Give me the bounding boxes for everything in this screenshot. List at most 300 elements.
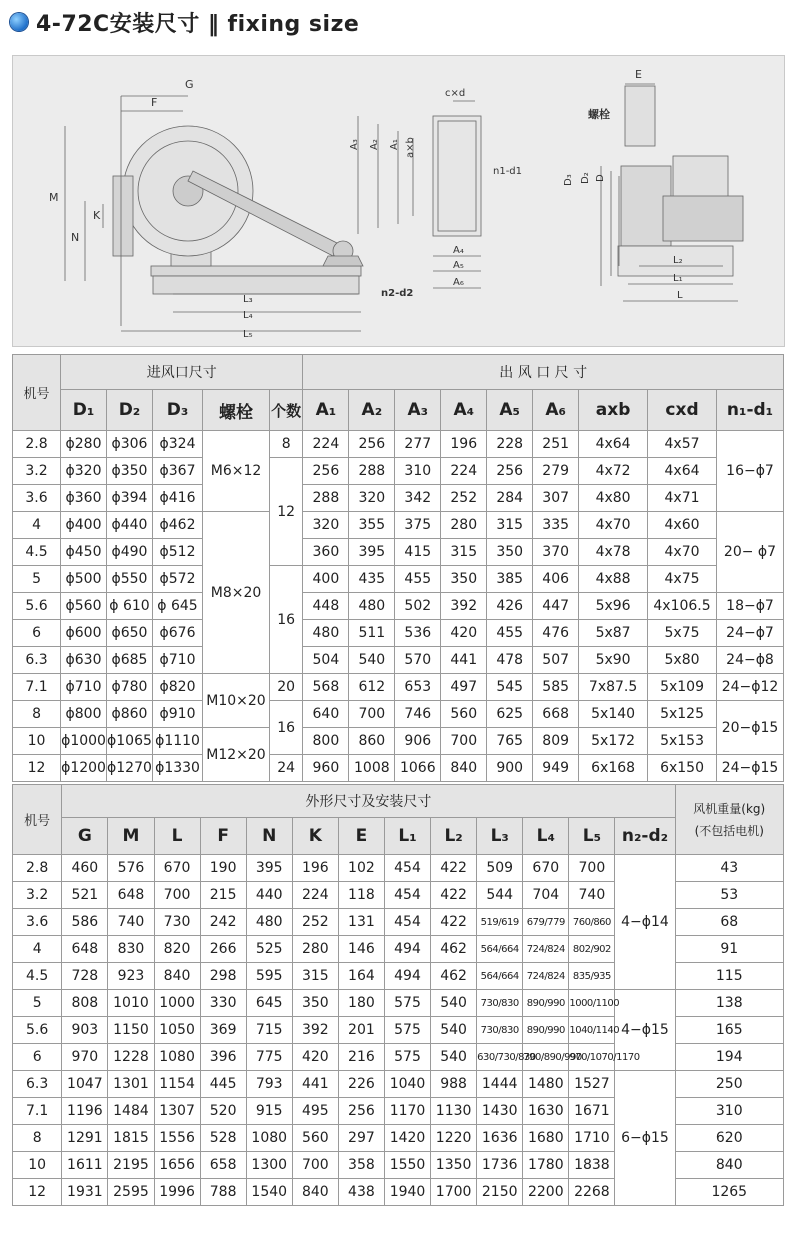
label-L4: L₄ xyxy=(243,310,253,321)
outlet-cell: 4x106.5 xyxy=(648,593,717,620)
outlet-cell: 800 xyxy=(303,728,349,755)
outlet-cell: 504 xyxy=(303,647,349,674)
count-cell: 12 xyxy=(269,458,302,566)
outlet-cell: 497 xyxy=(441,674,487,701)
d2-cell: ϕ306 xyxy=(107,431,153,458)
table-row xyxy=(13,701,784,728)
dim-cell: 420 xyxy=(292,1044,338,1071)
d3-cell: ϕ676 xyxy=(152,620,202,647)
outlet-cell: 400 xyxy=(303,566,349,593)
dim-cell: 1444 xyxy=(477,1071,523,1098)
dim-cell: 2195 xyxy=(108,1152,154,1179)
col-bolt: 螺栓 xyxy=(203,390,270,431)
label-G: G xyxy=(185,78,194,91)
dim-cell: 1527 xyxy=(569,1071,615,1098)
d2-cell: ϕ550 xyxy=(107,566,153,593)
d3-cell: ϕ416 xyxy=(152,485,202,512)
dim-cell: 903 xyxy=(62,1017,108,1044)
dim-cell: 422 xyxy=(431,909,477,936)
dim-cell: 595 xyxy=(246,963,292,990)
model-cell: 8 xyxy=(13,1125,62,1152)
model-cell: 3.6 xyxy=(13,909,62,936)
label-A6: A₆ xyxy=(453,277,464,288)
outlet-cell: 809 xyxy=(533,728,579,755)
dim-cell: 1080 xyxy=(246,1125,292,1152)
outlet-cell: 1008 xyxy=(349,755,395,782)
dim-cell: 1815 xyxy=(108,1125,154,1152)
dim-cell: 445 xyxy=(200,1071,246,1098)
table-row xyxy=(13,1071,784,1098)
d3-cell: ϕ910 xyxy=(152,701,202,728)
dim-cell: 422 xyxy=(431,855,477,882)
dim-cell: 462 xyxy=(431,936,477,963)
outlet-cell: 560 xyxy=(441,701,487,728)
outlet-cell: 476 xyxy=(533,620,579,647)
col-count: 个数 xyxy=(269,390,302,431)
dim-cell: 1291 xyxy=(62,1125,108,1152)
outlet-cell: 540 xyxy=(349,647,395,674)
outlet-cell: 900 xyxy=(487,755,533,782)
dim-cell: 1301 xyxy=(108,1071,154,1098)
count-cell: 8 xyxy=(269,431,302,458)
dim-cell: 1710 xyxy=(569,1125,615,1152)
col-weight xyxy=(675,785,783,855)
dim-cell: 519/619 xyxy=(477,909,523,936)
dim-cell: 808 xyxy=(62,990,108,1017)
outlet-cell: 370 xyxy=(533,539,579,566)
outlet-cell: 4x75 xyxy=(648,566,717,593)
label-L1: L₁ xyxy=(673,273,683,284)
dim-cell: 1780 xyxy=(523,1152,569,1179)
outlet-cell: 392 xyxy=(441,593,487,620)
dim-cell: 740 xyxy=(108,909,154,936)
outlet-cell: 5x109 xyxy=(648,674,717,701)
dim-cell: 1080 xyxy=(154,1044,200,1071)
dim-cell: 1671 xyxy=(569,1098,615,1125)
dim-cell: 840 xyxy=(154,963,200,990)
dim-cell: 540 xyxy=(431,990,477,1017)
outlet-cell: 5x80 xyxy=(648,647,717,674)
model-cell: 5 xyxy=(13,990,62,1017)
d1-cell: ϕ320 xyxy=(61,458,107,485)
label-N: N xyxy=(71,231,80,244)
outlet-cell: 860 xyxy=(349,728,395,755)
dim-cell: 575 xyxy=(384,1017,430,1044)
dim-cell: 369 xyxy=(200,1017,246,1044)
outlet-cell: 502 xyxy=(395,593,441,620)
dim-cell: 715 xyxy=(246,1017,292,1044)
dim-cell: 1680 xyxy=(523,1125,569,1152)
outlet-cell: 288 xyxy=(303,485,349,512)
d1-cell: ϕ710 xyxy=(61,674,107,701)
weight-cell: 43 xyxy=(675,855,783,882)
dim-cell: 788 xyxy=(200,1179,246,1206)
outlet-cell: 4x70 xyxy=(648,539,717,566)
dims-header: 外形尺寸及安装尺寸 xyxy=(62,785,675,818)
dim-cell: 1130 xyxy=(431,1098,477,1125)
dim-cell: 256 xyxy=(338,1098,384,1125)
d2-cell: ϕ860 xyxy=(107,701,153,728)
outlet-cell: 5x125 xyxy=(648,701,717,728)
outlet-cell: 342 xyxy=(395,485,441,512)
dim-cell: 793 xyxy=(246,1071,292,1098)
dim-cell: 1556 xyxy=(154,1125,200,1152)
d3-cell: ϕ512 xyxy=(152,539,202,566)
dim-cell: 438 xyxy=(338,1179,384,1206)
dim-cell: 2200 xyxy=(523,1179,569,1206)
col-n1d1: n₁-d₁ xyxy=(717,390,784,431)
dim-cell: 576 xyxy=(108,855,154,882)
col-L2: L₂ xyxy=(431,818,477,855)
n1d1-cell: 20− ϕ7 xyxy=(717,512,784,593)
col-cxd: cxd xyxy=(648,390,717,431)
col-D1: D₁ xyxy=(61,390,107,431)
dim-cell: 540 xyxy=(431,1017,477,1044)
label-D2: D₂ xyxy=(580,172,591,184)
col-model: 机号 xyxy=(13,355,61,431)
outlet-cell: 320 xyxy=(349,485,395,512)
dim-cell: 730/830 xyxy=(477,990,523,1017)
dim-cell: 495 xyxy=(292,1098,338,1125)
dim-cell: 494 xyxy=(384,963,430,990)
dim-cell: 1996 xyxy=(154,1179,200,1206)
outlet-cell: 653 xyxy=(395,674,441,701)
outlet-cell: 511 xyxy=(349,620,395,647)
outlet-cell: 256 xyxy=(349,431,395,458)
label-M: M xyxy=(49,191,59,204)
outlet-cell: 279 xyxy=(533,458,579,485)
label-cxd: c×d xyxy=(445,88,466,99)
outlet-cell: 256 xyxy=(487,458,533,485)
d3-cell: ϕ710 xyxy=(152,647,202,674)
d2-cell: ϕ780 xyxy=(107,674,153,701)
dim-cell: 1630 xyxy=(523,1098,569,1125)
dim-cell: 658 xyxy=(200,1152,246,1179)
dim-cell: 1736 xyxy=(477,1152,523,1179)
model-cell: 4.5 xyxy=(13,539,61,566)
dimensions-table xyxy=(12,784,784,1206)
outlet-cell: 4x78 xyxy=(579,539,648,566)
dim-cell: 494 xyxy=(384,936,430,963)
weight-cell: 1265 xyxy=(675,1179,783,1206)
count-cell: 20 xyxy=(269,674,302,701)
dim-cell: 1931 xyxy=(62,1179,108,1206)
table-row xyxy=(13,566,784,593)
dim-cell: 679/779 xyxy=(523,909,569,936)
col-D2: D₂ xyxy=(107,390,153,431)
dim-cell: 395 xyxy=(246,855,292,882)
dim-cell: 1040/1140 xyxy=(569,1017,615,1044)
outlet-header: 出 风 口 尺 寸 xyxy=(303,355,784,390)
weight-cell: 620 xyxy=(675,1125,783,1152)
fan-front-view xyxy=(563,68,743,301)
outlet-cell: 5x140 xyxy=(579,701,648,728)
table-row xyxy=(13,674,784,701)
col-n2d2: n₂-d₂ xyxy=(615,818,675,855)
dim-cell: 1154 xyxy=(154,1071,200,1098)
dim-cell: 700 xyxy=(292,1152,338,1179)
model-cell: 5.6 xyxy=(13,1017,62,1044)
n1d1-cell: 24−ϕ8 xyxy=(717,647,784,674)
dim-cell: 520 xyxy=(200,1098,246,1125)
dim-cell: 840 xyxy=(292,1179,338,1206)
outlet-cell: 4x72 xyxy=(579,458,648,485)
inlet-header: 进风口尺寸 xyxy=(61,355,303,390)
dim-cell: 441 xyxy=(292,1071,338,1098)
dim-cell: 890/990 xyxy=(523,990,569,1017)
col-A3: A₃ xyxy=(395,390,441,431)
model-cell: 7.1 xyxy=(13,1098,62,1125)
col-A5: A₅ xyxy=(487,390,533,431)
model-cell: 3.2 xyxy=(13,882,62,909)
dim-cell: 1940 xyxy=(384,1179,430,1206)
dim-cell: 724/824 xyxy=(523,963,569,990)
dim-cell: 1150 xyxy=(108,1017,154,1044)
dim-cell: 1228 xyxy=(108,1044,154,1071)
dim-cell: 1430 xyxy=(477,1098,523,1125)
label-L: L xyxy=(677,290,683,301)
d2-cell: ϕ490 xyxy=(107,539,153,566)
weight-label: 风机重量(kg) xyxy=(693,801,766,816)
dim-cell: 670 xyxy=(523,855,569,882)
dim-cell: 297 xyxy=(338,1125,384,1152)
d3-cell: ϕ 645 xyxy=(152,593,202,620)
dim-cell: 1047 xyxy=(62,1071,108,1098)
dim-cell: 970/1070/1170 xyxy=(569,1044,615,1071)
col-G: G xyxy=(62,818,108,855)
dim-cell: 350 xyxy=(292,990,338,1017)
dim-cell: 760/860 xyxy=(569,909,615,936)
outlet-cell: 385 xyxy=(487,566,533,593)
dim-cell: 1000 xyxy=(154,990,200,1017)
dim-cell: 454 xyxy=(384,855,430,882)
page-title: 4-72C安装尺寸 ‖ fixing size xyxy=(36,11,360,37)
dim-cell: 454 xyxy=(384,882,430,909)
n1d1-cell: 16−ϕ7 xyxy=(717,431,784,512)
dim-cell: 1420 xyxy=(384,1125,430,1152)
label-L3: L₃ xyxy=(243,294,253,305)
table-row xyxy=(13,458,784,485)
count-cell: 16 xyxy=(269,566,302,674)
dim-cell: 528 xyxy=(200,1125,246,1152)
model-cell: 3.6 xyxy=(13,485,61,512)
outlet-cell: 4x60 xyxy=(648,512,717,539)
dim-cell: 216 xyxy=(338,1044,384,1071)
label-bolt: 螺栓 xyxy=(588,108,610,121)
outlet-cell: 625 xyxy=(487,701,533,728)
outlet-cell: 700 xyxy=(441,728,487,755)
dim-cell: 560 xyxy=(292,1125,338,1152)
label-axb: a×b xyxy=(405,137,416,158)
outlet-cell: 5x96 xyxy=(579,593,648,620)
label-A3: A₃ xyxy=(349,139,360,150)
outlet-cell: 375 xyxy=(395,512,441,539)
d2-cell: ϕ440 xyxy=(107,512,153,539)
model-cell: 8 xyxy=(13,701,61,728)
dim-cell: 509 xyxy=(477,855,523,882)
dim-cell: 396 xyxy=(200,1044,246,1071)
outlet-cell: 196 xyxy=(441,431,487,458)
table-row xyxy=(13,512,784,539)
dim-cell: 1350 xyxy=(431,1152,477,1179)
dim-cell: 1040 xyxy=(384,1071,430,1098)
d1-cell: ϕ1000 xyxy=(61,728,107,755)
dim-cell: 802/902 xyxy=(569,936,615,963)
model-cell: 3.2 xyxy=(13,458,61,485)
outlet-cell: 4x80 xyxy=(579,485,648,512)
page-header xyxy=(10,6,359,38)
d3-cell: ϕ820 xyxy=(152,674,202,701)
weight-cell: 310 xyxy=(675,1098,783,1125)
dim-cell: 392 xyxy=(292,1017,338,1044)
d1-cell: ϕ280 xyxy=(61,431,107,458)
model-cell: 12 xyxy=(13,755,61,782)
col-N: N xyxy=(246,818,292,855)
d2-cell: ϕ1270 xyxy=(107,755,153,782)
dim-cell: 730/830 xyxy=(477,1017,523,1044)
outlet-cell: 668 xyxy=(533,701,579,728)
outlet-cell: 350 xyxy=(487,539,533,566)
dim-cell: 564/664 xyxy=(477,963,523,990)
dim-cell: 820 xyxy=(154,936,200,963)
dim-cell: 724/824 xyxy=(523,936,569,963)
col-L5: L₅ xyxy=(569,818,615,855)
outlet-cell: 480 xyxy=(349,593,395,620)
dim-cell: 196 xyxy=(292,855,338,882)
outlet-cell: 480 xyxy=(303,620,349,647)
outlet-cell: 570 xyxy=(395,647,441,674)
model-cell: 4 xyxy=(13,512,61,539)
outlet-cell: 315 xyxy=(487,512,533,539)
d3-cell: ϕ324 xyxy=(152,431,202,458)
outlet-cell: 310 xyxy=(395,458,441,485)
outlet-cell: 4x64 xyxy=(648,458,717,485)
outlet-cell: 320 xyxy=(303,512,349,539)
dim-cell: 224 xyxy=(292,882,338,909)
d3-cell: ϕ1110 xyxy=(152,728,202,755)
dim-cell: 131 xyxy=(338,909,384,936)
outlet-cell: 4x88 xyxy=(579,566,648,593)
model-cell: 6 xyxy=(13,620,61,647)
dim-cell: 164 xyxy=(338,963,384,990)
weight-cell: 194 xyxy=(675,1044,783,1071)
dim-cell: 315 xyxy=(292,963,338,990)
n1d1-cell: 20−ϕ15 xyxy=(717,701,784,755)
dim-cell: 630/730/830 xyxy=(477,1044,523,1071)
weight-cell: 138 xyxy=(675,990,783,1017)
outlet-cell: 640 xyxy=(303,701,349,728)
dim-cell: 298 xyxy=(200,963,246,990)
dim-cell: 923 xyxy=(108,963,154,990)
table-row xyxy=(13,755,784,782)
weight-cell: 68 xyxy=(675,909,783,936)
dim-cell: 460 xyxy=(62,855,108,882)
dim-cell: 422 xyxy=(431,882,477,909)
model-cell: 4 xyxy=(13,936,62,963)
outlet-cell: 568 xyxy=(303,674,349,701)
d3-cell: ϕ462 xyxy=(152,512,202,539)
label-L2: L₂ xyxy=(673,255,683,266)
d2-cell: ϕ 610 xyxy=(107,593,153,620)
dim-cell: 2150 xyxy=(477,1179,523,1206)
dim-cell: 2595 xyxy=(108,1179,154,1206)
dim-cell: 226 xyxy=(338,1071,384,1098)
d3-cell: ϕ1330 xyxy=(152,755,202,782)
dim-cell: 648 xyxy=(62,936,108,963)
outlet-cell: 960 xyxy=(303,755,349,782)
outlet-cell: 447 xyxy=(533,593,579,620)
table-row xyxy=(13,728,784,755)
table-row xyxy=(13,647,784,674)
table-row xyxy=(13,431,784,458)
bolt-cell: M8×20 xyxy=(203,512,270,674)
count-cell: 24 xyxy=(269,755,302,782)
dim-cell: 1050 xyxy=(154,1017,200,1044)
dim-cell: 215 xyxy=(200,882,246,909)
weight-cell: 91 xyxy=(675,936,783,963)
col-model: 机号 xyxy=(13,785,62,855)
dim-cell: 648 xyxy=(108,882,154,909)
outlet-cell: 426 xyxy=(487,593,533,620)
n2d2-cell: 4−ϕ15 xyxy=(615,990,675,1071)
outlet-cell: 335 xyxy=(533,512,579,539)
outlet-cell: 350 xyxy=(441,566,487,593)
outlet-cell: 288 xyxy=(349,458,395,485)
d3-cell: ϕ572 xyxy=(152,566,202,593)
dim-cell: 775 xyxy=(246,1044,292,1071)
outlet-cell: 455 xyxy=(487,620,533,647)
dim-cell: 575 xyxy=(384,990,430,1017)
outlet-cell: 4x64 xyxy=(579,431,648,458)
dim-cell: 915 xyxy=(246,1098,292,1125)
dim-cell: 575 xyxy=(384,1044,430,1071)
dim-cell: 525 xyxy=(246,936,292,963)
col-M: M xyxy=(108,818,154,855)
d1-cell: ϕ400 xyxy=(61,512,107,539)
col-L1: L₁ xyxy=(384,818,430,855)
dim-cell: 190 xyxy=(200,855,246,882)
n2d2-cell: 6−ϕ15 xyxy=(615,1071,675,1206)
dim-cell: 704 xyxy=(523,882,569,909)
n1d1-cell: 24−ϕ12 xyxy=(717,674,784,701)
table-row xyxy=(13,539,784,566)
dim-cell: 728 xyxy=(62,963,108,990)
dim-cell: 890/990 xyxy=(523,1017,569,1044)
label-A4: A₄ xyxy=(453,245,464,256)
dim-cell: 462 xyxy=(431,963,477,990)
dim-cell: 700 xyxy=(569,855,615,882)
outlet-cell: 5x75 xyxy=(648,620,717,647)
n1d1-cell: 18−ϕ7 xyxy=(717,593,784,620)
model-cell: 2.8 xyxy=(13,855,62,882)
outlet-cell: 455 xyxy=(395,566,441,593)
dim-cell: 146 xyxy=(338,936,384,963)
model-cell: 10 xyxy=(13,1152,62,1179)
model-cell: 10 xyxy=(13,728,61,755)
weight-cell: 840 xyxy=(675,1152,783,1179)
dim-cell: 740 xyxy=(569,882,615,909)
d1-cell: ϕ450 xyxy=(61,539,107,566)
outlet-cell: 5x87 xyxy=(579,620,648,647)
outlet-cell: 224 xyxy=(441,458,487,485)
outlet-cell: 277 xyxy=(395,431,441,458)
dim-cell: 700 xyxy=(154,882,200,909)
col-D3: D₃ xyxy=(152,390,202,431)
weight-cell: 250 xyxy=(675,1071,783,1098)
dim-cell: 454 xyxy=(384,909,430,936)
outlet-cell: 4x71 xyxy=(648,485,717,512)
outlet-cell: 448 xyxy=(303,593,349,620)
